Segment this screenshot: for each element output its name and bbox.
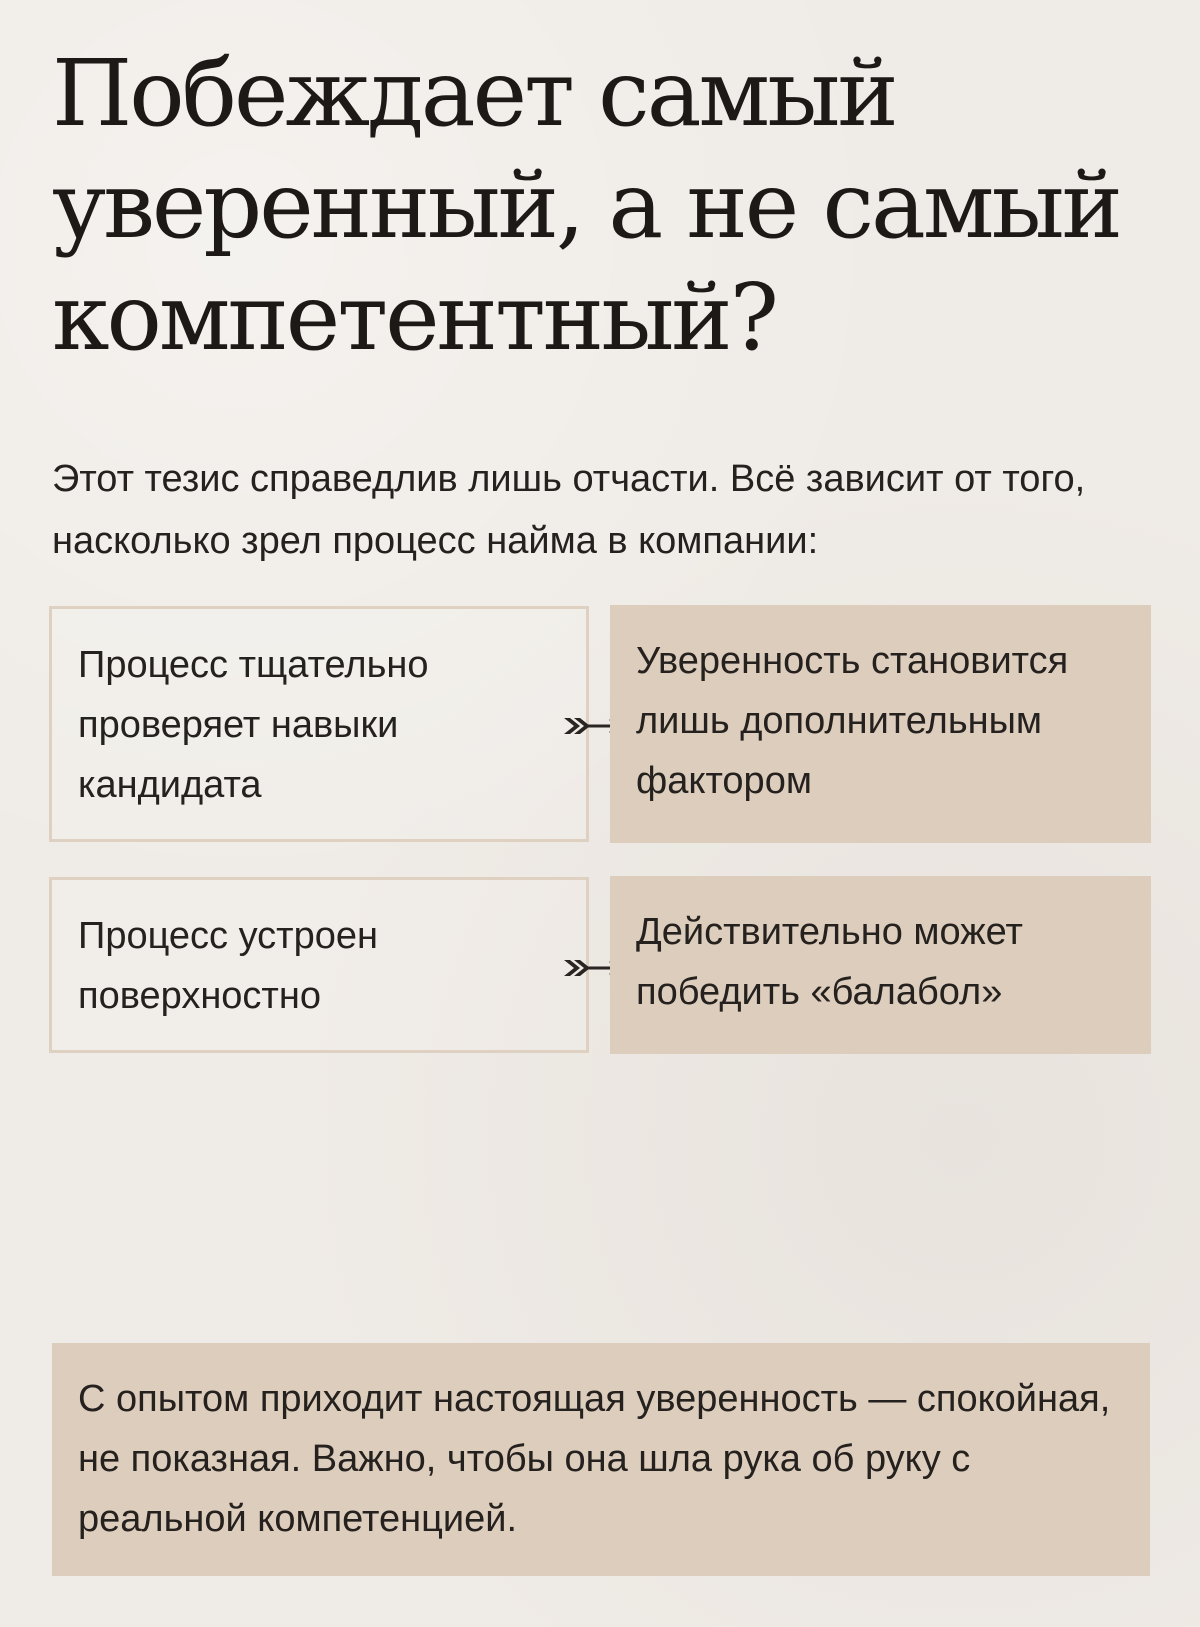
- condition-box-1: [49, 606, 589, 842]
- condition-text-2: Процесс устроен поверхностно: [78, 915, 378, 1017]
- condition-box-2: [49, 877, 589, 1053]
- result-box-2: [610, 876, 1151, 1054]
- result-text-2: Действительно может победить «балабол»: [636, 911, 1023, 1013]
- condition-text-1: Процесс тщательно проверяет навыки кандидата: [78, 644, 429, 806]
- conclusion-note: [52, 1343, 1150, 1576]
- result-text-1: Уверенность становится лишь дополнительным фактором: [636, 640, 1069, 802]
- lead-paragraph: Этот тезис справедлив лишь отчасти. Всё зависит от того, насколько зрел процесс найма в компании:: [52, 458, 1086, 562]
- result-box-1: [610, 605, 1151, 843]
- page-title: Побеждает самый уверенный, а не самый компетентный?: [52, 40, 1120, 371]
- conclusion-text: С опытом приходит настоящая уверенность — спокойная, не показная. Важно, чтобы она шла рука об руку с реальной компетенцией.: [78, 1378, 1111, 1540]
